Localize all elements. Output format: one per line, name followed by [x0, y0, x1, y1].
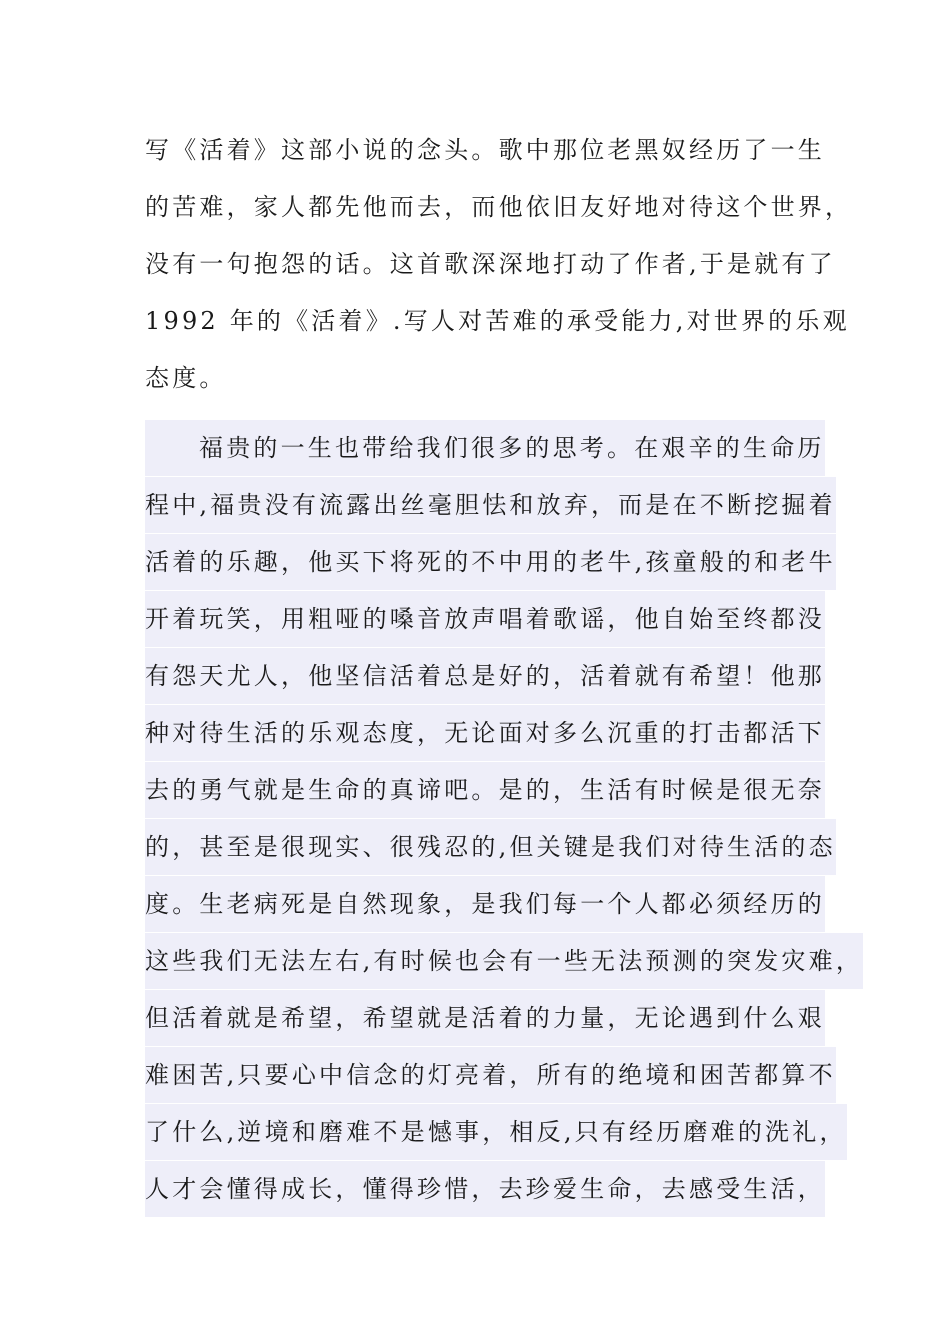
text-line: 福贵的一生也带给我们很多的思考。在艰辛的生命历: [145, 420, 825, 476]
text-line: 的苦难，家人都先他而去，而他依旧友好地对待这个世界，: [145, 193, 853, 221]
text-line: 态度。: [145, 364, 227, 392]
text-line: 的，甚至是很现实、很残忍的,但关键是我们对待生活的态: [145, 819, 836, 875]
text-line: 1992 年的《活着》.写人对苦难的承受能力,对世界的乐观: [145, 307, 850, 335]
text-line: 人才会懂得成长，懂得珍惜，去珍爱生命，去感受生活，: [145, 1161, 825, 1217]
text-line: 没有一句抱怨的话。这首歌深深地打动了作者,于是就有了: [145, 250, 836, 278]
text-line: 种对待生活的乐观态度，无论面对多么沉重的打击都活下: [145, 705, 825, 761]
text-line: 度。生老病死是自然现象，是我们每一个人都必须经历的: [145, 876, 825, 932]
text-line: 程中,福贵没有流露出丝毫胆怯和放弃，而是在不断挖掘着: [145, 477, 836, 533]
text-line: 开着玩笑，用粗哑的嗓音放声唱着歌谣，他自始至终都没: [145, 591, 825, 647]
text-line: 但活着就是希望，希望就是活着的力量，无论遇到什么艰: [145, 990, 825, 1046]
text-line: 去的勇气就是生命的真谛吧。是的，生活有时候是很无奈: [145, 762, 825, 818]
text-line: 活着的乐趣，他买下将死的不中用的老牛,孩童般的和老牛: [145, 534, 836, 590]
text-line: 这些我们无法左右,有时候也会有一些无法预测的突发灾难，: [145, 933, 863, 989]
text-line: 写《活着》这部小说的念头。歌中那位老黑奴经历了一生: [145, 136, 825, 164]
text-line: 有怨天尤人，他坚信活着总是好的，活着就有希望！他那: [145, 648, 825, 704]
text-line: 了什么,逆境和磨难不是憾事，相反,只有经历磨难的洗礼，: [145, 1104, 847, 1160]
text-line: 难困苦,只要心中信念的灯亮着，所有的绝境和困苦都算不: [145, 1047, 836, 1103]
